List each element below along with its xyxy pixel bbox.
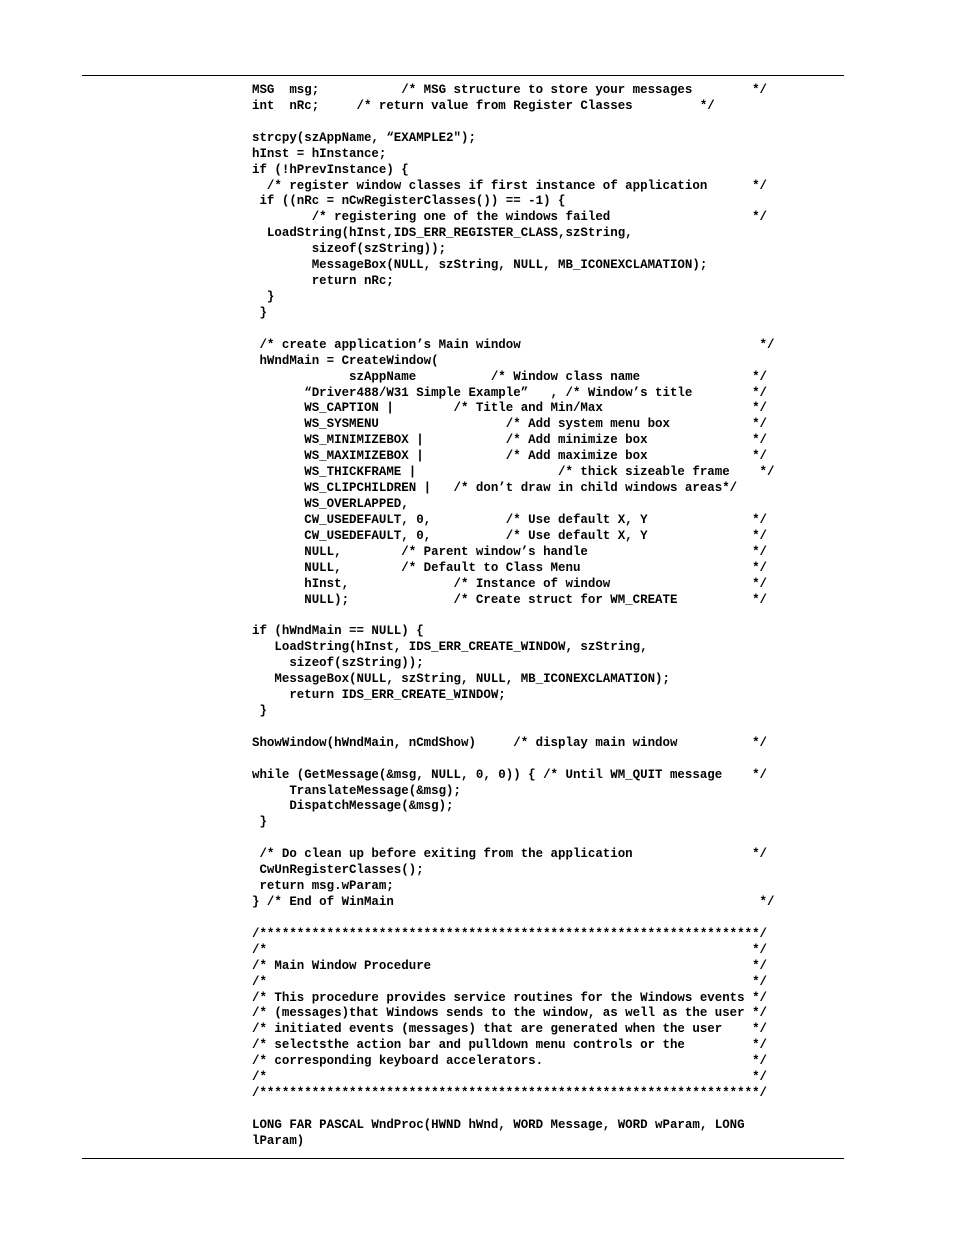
code-line: szAppName /* Window class name */ [252,369,767,384]
code-line [252,115,844,131]
code-line: if (hWndMain == NULL) { [252,624,424,639]
code-line: DispatchMessage(&msg); [252,799,454,814]
code-line: int nRc; /* return value from Register Classes */ [252,98,715,113]
code-line: /* Main Window Procedure */ [252,958,767,973]
code-line: /* */ [252,974,767,989]
code-line: /* selectsthe action bar and pulldown menu controls or the */ [252,1038,767,1053]
code-line: } [252,289,275,304]
code-line: } [252,703,267,718]
code-line: NULL, /* Parent window’s handle */ [252,544,767,559]
code-line [252,720,844,736]
code-line: hInst = hInstance; [252,146,387,161]
code-line: } [252,305,267,320]
code-line: if ((nRc = nCwRegisterClasses()) == -1) { [252,194,566,209]
code-line: WS_CAPTION | /* Title and Min/Max */ [252,401,767,416]
code-line: TranslateMessage(&msg); [252,783,461,798]
code-line: MessageBox(NULL, szString, NULL, MB_ICONEXCLAMATION); [252,672,670,687]
code-line: if (!hPrevInstance) { [252,162,409,177]
code-line: hWndMain = CreateWindow( [252,353,439,368]
code-line: /* This procedure provides service routines for the Windows events */ [252,990,767,1005]
code-line: /* */ [252,1070,767,1085]
code-line: sizeof(szString)); [252,242,447,257]
code-line [252,752,844,768]
code-line [252,322,844,338]
bottom-horizontal-rule [82,1158,844,1159]
code-line: /* Do clean up before exiting from the application */ [252,847,767,862]
code-line: CW_USEDEFAULT, 0, /* Use default X, Y */ [252,512,767,527]
code-line: CW_USEDEFAULT, 0, /* Use default X, Y */ [252,528,767,543]
code-line: WS_SYSMENU /* Add system menu box */ [252,417,767,432]
code-line: ShowWindow(hWndMain, nCmdShow) /* display main window */ [252,735,767,750]
code-line: WS_OVERLAPPED, [252,496,409,511]
code-line: NULL, /* Default to Class Menu */ [252,560,767,575]
code-line: return IDS_ERR_CREATE_WINDOW; [252,688,506,703]
code-line: WS_CLIPCHILDREN | /* don’t draw in child windows areas*/ [252,481,738,496]
code-line: /* registering one of the windows failed */ [252,210,767,225]
code-line: /* register window classes if first instance of application */ [252,178,767,193]
code-line: MessageBox(NULL, szString, NULL, MB_ICONEXCLAMATION); [252,258,708,273]
code-line [252,911,844,927]
code-line: CwUnRegisterClasses(); [252,863,424,878]
code-line: MSG msg; /* MSG structure to store your messages */ [252,83,767,97]
code-line: NULL); /* Create struct for WM_CREATE */ [252,592,767,607]
code-line: hInst, /* Instance of window */ [252,576,767,591]
code-line: while (GetMessage(&msg, NULL, 0, 0)) { /* Until WM_QUIT message */ [252,767,767,782]
top-horizontal-rule [82,75,844,76]
code-line [252,1102,844,1118]
code-line: return msg.wParam; [252,879,394,894]
code-line: LONG FAR PASCAL WndProc(HWND hWnd, WORD Message, WORD wParam, LONG [252,1117,745,1132]
code-line [252,831,844,847]
code-line: WS_MAXIMIZEBOX | /* Add maximize box */ [252,449,767,464]
code-line: WS_MINIMIZEBOX | /* Add minimize box */ [252,433,767,448]
code-line: sizeof(szString)); [252,656,424,671]
code-line: /* (messages)that Windows sends to the window, as well as the user */ [252,1006,767,1021]
code-line: /* create application’s Main window */ [252,337,775,352]
code-line: } [252,815,267,830]
code-line: /* corresponding keyboard accelerators. */ [252,1054,767,1069]
code-line: /* */ [252,942,767,957]
code-listing [252,83,844,1150]
code-line: /*******************************************************************/ [252,926,767,941]
code-line: strcpy(szAppName, “EXAMPLE2"); [252,130,476,145]
code-line: lParam) [252,1133,305,1148]
code-line: “Driver488/W31 Simple Example” , /* Window’s title */ [252,385,767,400]
code-line: LoadString(hInst,IDS_ERR_REGISTER_CLASS,szString, [252,226,633,241]
code-line: /*******************************************************************/ [252,1086,767,1101]
code-line: WS_THICKFRAME | /* thick sizeable frame */ [252,465,775,480]
code-line: return nRc; [252,274,394,289]
code-line: LoadString(hInst, IDS_ERR_CREATE_WINDOW, szString, [252,640,648,655]
code-line [252,608,844,624]
code-line: /* initiated events (messages) that are generated when the user */ [252,1022,767,1037]
code-line: } /* End of WinMain */ [252,895,775,910]
